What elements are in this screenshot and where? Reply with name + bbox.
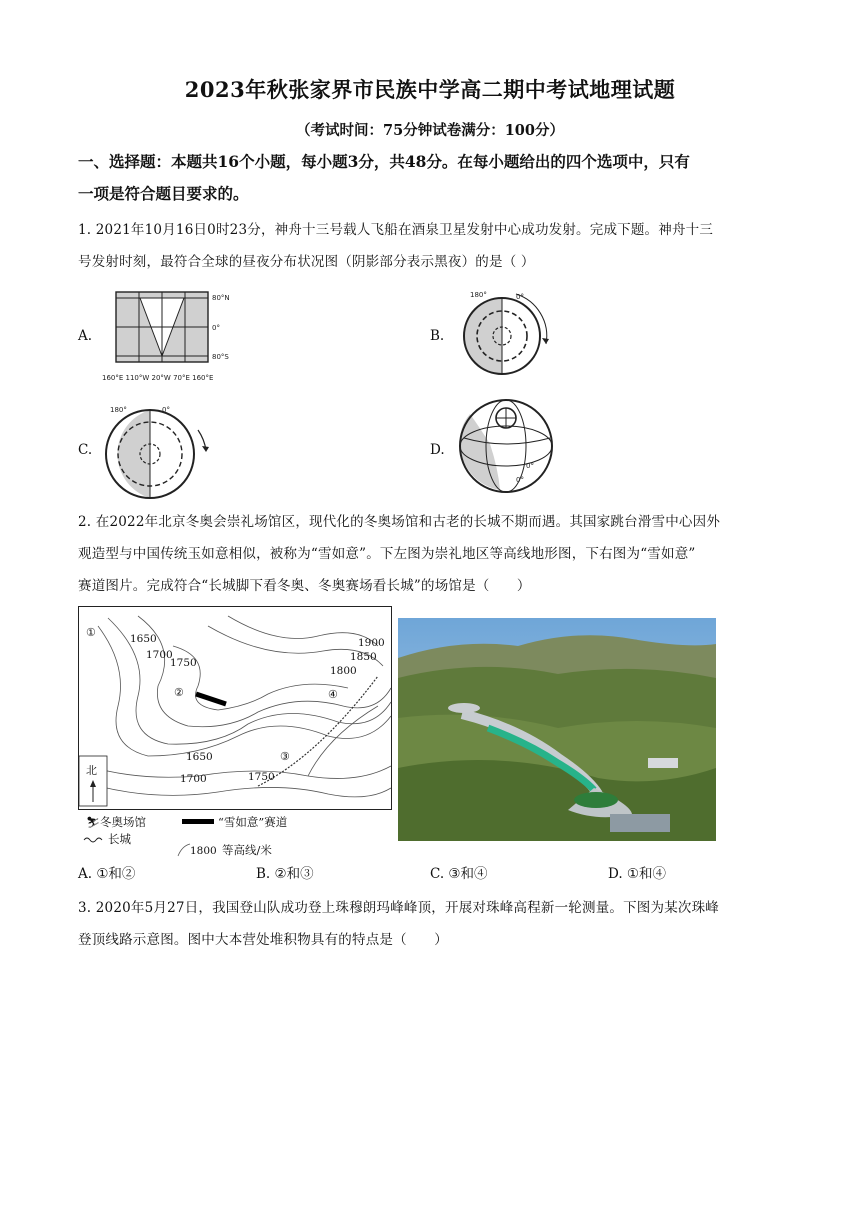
- q1-figure-a: [100, 288, 245, 384]
- contour-1750-top: 1750: [170, 657, 197, 669]
- page-title: 2023年秋张家界市民族中学高二期中考试地理试题: [184, 77, 676, 102]
- legend-venue: 冬奥场馆: [100, 815, 146, 829]
- contour-1650-bottom: 1650: [186, 751, 213, 763]
- fig-a-equator: 0°: [212, 324, 220, 332]
- q1-option-b-label: B.: [430, 328, 445, 344]
- q2-line-1: 2. 在2022年北京冬奥会崇礼场馆区，现代化的冬奥场馆和古老的长城不期而遇。其国家跳台滑雪中心因外: [78, 514, 721, 530]
- q3-line-2: 登顶线路示意图。图中大本营处堆积物具有的特点是（ ）: [78, 932, 448, 948]
- q2-line-2: 观造型与中国传统玉如意相似，被称为“雪如意”。下左图为崇礼地区等高线地形图，下右图为“雪如意”: [78, 546, 696, 562]
- legend-track: “雪如意”赛道: [218, 815, 288, 829]
- section-line-2: 一项是符合题目要求的。: [78, 184, 249, 203]
- contour-1750-bottom: 1750: [248, 771, 275, 783]
- venue-marker-2: ②: [174, 686, 184, 699]
- q2-option-c: C. ③和④: [430, 866, 488, 882]
- q1-figure-b: [450, 288, 560, 384]
- fig-b-180: 180°: [470, 291, 487, 299]
- fig-d-0b: 0°: [516, 476, 524, 484]
- q1-line-2: 号发射时刻，最符合全球的昼夜分布状况图（阴影部分表示黑夜）的是（ ）: [78, 254, 535, 270]
- ski-jump-photo: [398, 618, 716, 841]
- fig-c-180: 180°: [110, 406, 127, 414]
- north-label: 北: [86, 764, 97, 777]
- venue-marker-1: ①: [86, 626, 96, 639]
- fig-a-longitudes: 160°E 110°W 20°W 70°E 160°E: [102, 374, 214, 382]
- contour-1850: 1850: [350, 651, 377, 663]
- contour-1700-top: 1700: [146, 649, 173, 661]
- q1-figure-c: [96, 402, 226, 502]
- q1-option-d-label: D.: [430, 442, 445, 458]
- q1-figure-d: [452, 398, 562, 498]
- fig-a-80n: 80°N: [212, 294, 230, 302]
- contour-map: [78, 606, 392, 810]
- q1-option-a-label: A.: [78, 328, 93, 344]
- question-1-stem: [78, 214, 788, 278]
- contour-1700-bottom: 1700: [180, 773, 207, 785]
- venue-marker-4: ④: [328, 688, 338, 701]
- contour-1900: 1900: [358, 637, 385, 649]
- q1-option-c-label: C.: [78, 442, 93, 458]
- q2-line-3: 赛道图片。完成符合“长城脚下看冬奥、冬奥赛场看长城”的场馆是（ ）: [78, 578, 531, 594]
- fig-c-0: 0°: [162, 406, 170, 414]
- q2-option-d: D. ①和④: [608, 866, 667, 882]
- q2-option-a: A. ①和②: [78, 866, 136, 882]
- section-line-1: 一、选择题：本题共16个小题，每小题3分，共48分。在每小题给出的四个选项中，只有: [78, 152, 690, 171]
- legend-contour: 等高线/米: [222, 843, 272, 857]
- fig-d-0a: 0°: [526, 462, 534, 470]
- exam-info: （考试时间：75分钟试卷满分：100分）: [296, 122, 564, 139]
- venue-marker-3: ③: [280, 750, 290, 763]
- legend-contour-value: 1800: [190, 845, 217, 857]
- svg-text:⛷: ⛷: [86, 816, 100, 829]
- map-legend: [82, 812, 382, 858]
- contour-1800: 1800: [330, 665, 357, 677]
- question-3-stem: [78, 892, 788, 956]
- q1-line-1: 1. 2021年10月16日0时23分，神舟十三号载人飞船在酒泉卫星发射中心成功发射。完成下题。神舟十三: [78, 222, 714, 238]
- q2-option-b: B. ②和③: [256, 866, 314, 882]
- fig-a-80s: 80°S: [212, 353, 229, 361]
- legend-wall: 长城: [108, 832, 131, 846]
- q3-line-1: 3. 2020年5月27日，我国登山队成功登上珠穆朗玛峰峰顶，开展对珠峰高程新一轮测量。下图为某次珠峰: [78, 900, 719, 916]
- question-2-stem: [78, 506, 788, 602]
- fig-b-0: 0°: [516, 293, 524, 301]
- section-heading: [78, 146, 790, 210]
- contour-1650-top: 1650: [130, 633, 157, 645]
